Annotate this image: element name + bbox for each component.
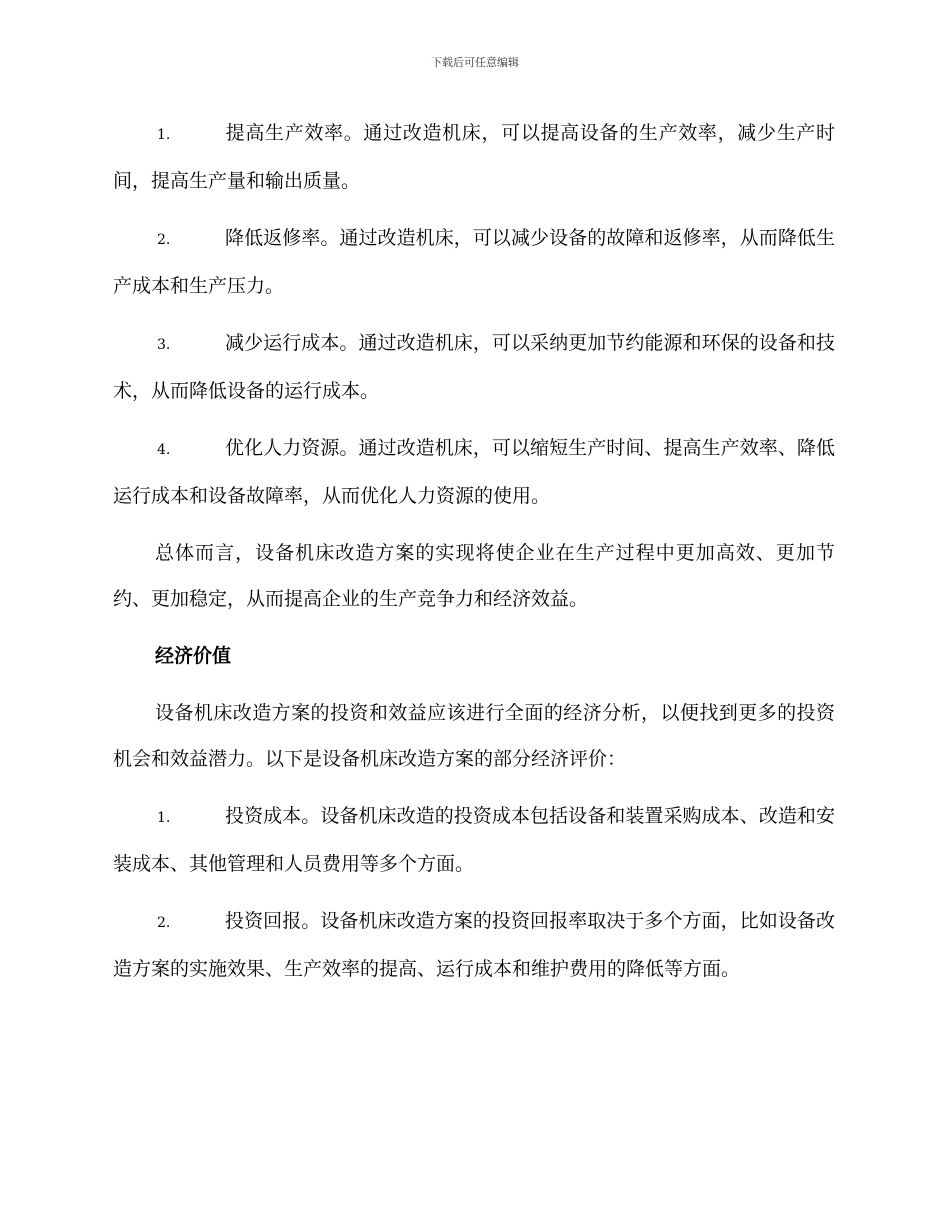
list-item-number: 2.: [157, 915, 171, 931]
list-item-number: 4.: [157, 442, 171, 458]
list-item-text: 优化人力资源。通过改造机床，可以缩短生产时间、提高生产效率、降低运行成本和设备故障率，从而优化人力资源的使用。: [113, 437, 835, 507]
list-item-number: 3.: [157, 337, 171, 353]
list-item-number: 1.: [157, 127, 171, 143]
list-item: [113, 320, 835, 414]
list-item-number: 2.: [157, 232, 171, 248]
page-header-note: 下载后可任意编辑: [431, 56, 519, 69]
list-item-text: 提高生产效率。通过改造机床，可以提高设备的生产效率，减少生产时间，提高生产量和输出质量。: [113, 122, 835, 192]
list-item: [113, 215, 835, 309]
list-item: [113, 425, 835, 519]
list-item: [113, 898, 835, 992]
section-heading: 经济价值: [155, 645, 232, 667]
list-item-number: 1.: [157, 810, 171, 826]
list-item-text: 减少运行成本。通过改造机床，可以采纳更加节约能源和环保的设备和技术，从而降低设备的运行成本。: [113, 332, 835, 402]
list-item: [113, 110, 835, 204]
intro-paragraph: 设备机床改造方案的投资和效益应该进行全面的经济分析，以便找到更多的投资机会和效益潜力。以下是设备机床改造方案的部分经济评价：: [113, 702, 835, 770]
list-item-text: 投资成本。设备机床改造的投资成本包括设备和装置采购成本、改造和安装成本、其他管理和人员费用等多个方面。: [113, 805, 835, 875]
list-item: [113, 793, 835, 887]
list-item-text: 降低返修率。通过改造机床，可以减少设备的故障和返修率，从而降低生产成本和生产压力。: [113, 227, 835, 297]
document-body: [113, 110, 835, 1003]
list-item-text: 投资回报。设备机床改造方案的投资回报率取决于多个方面，比如设备改造方案的实施效果、生产效率的提高、运行成本和维护费用的降低等方面。: [113, 910, 835, 980]
summary-paragraph: 总体而言，设备机床改造方案的实现将使企业在生产过程中更加高效、更加节约、更加稳定，从而提高企业的生产竞争力和经济效益。: [113, 542, 835, 610]
